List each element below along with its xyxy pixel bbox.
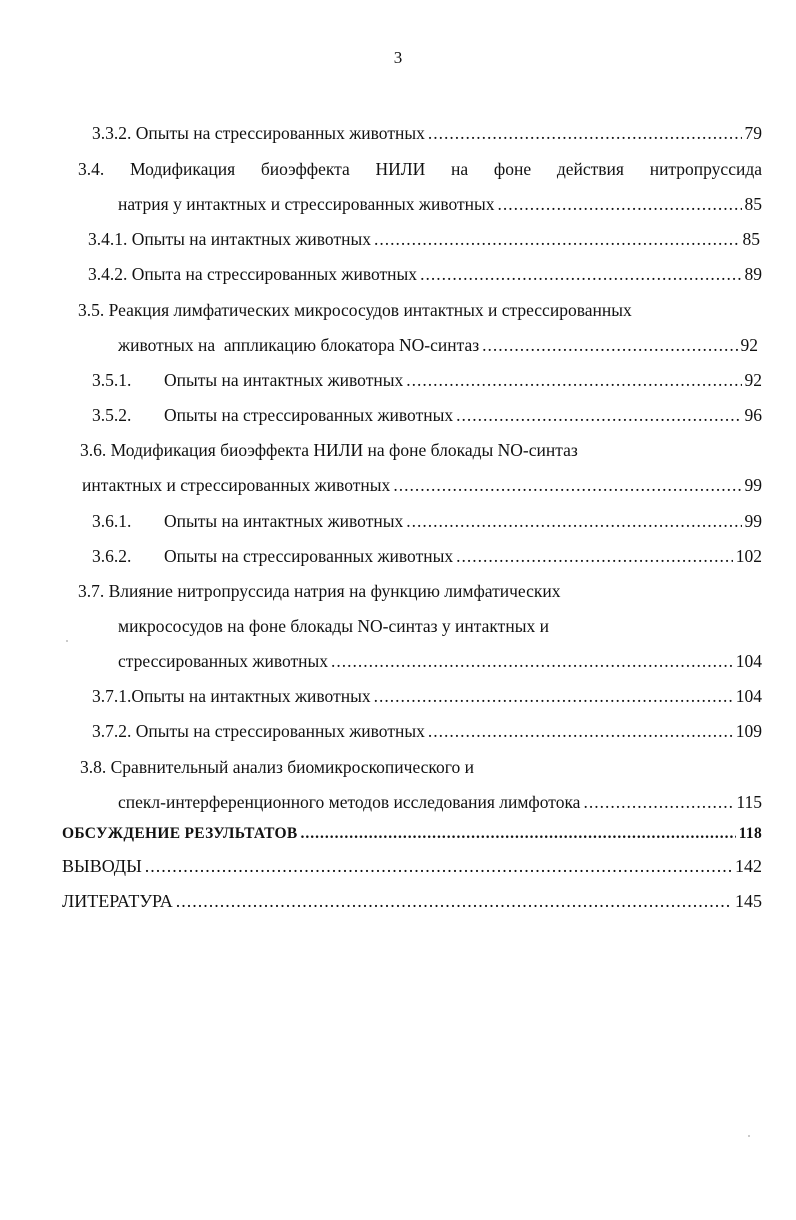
toc-entry-label: 3.7.2. Опыты на стрессированных животных: [92, 721, 425, 741]
toc-page-number: 89: [744, 264, 762, 284]
toc-entry-label: ОБСУЖДЕНИЕ РЕЗУЛЬТАТОВ: [62, 825, 298, 842]
toc-page-number: 115: [736, 792, 762, 812]
toc-entry-label: Опыты на стрессированных животных: [164, 546, 454, 566]
page-number: 3: [393, 48, 403, 67]
toc-leader-dots: [406, 367, 741, 393]
toc-entry-label: микрососудов на фоне блокады NO-синтаз у интактных и: [118, 616, 549, 636]
toc-leader-dots: [498, 191, 742, 217]
toc-leader-dots: [176, 888, 732, 914]
toc-entry-3-7-line2: [118, 613, 762, 639]
toc-page-number: 109: [735, 721, 762, 741]
toc-entry-discussion: [62, 821, 762, 847]
toc-leader-dots: [482, 332, 737, 358]
toc-entry-label: ЛИТЕРАТУРА: [62, 891, 173, 911]
toc-page-number: 104: [735, 686, 762, 706]
toc-entry-literature: [62, 888, 762, 914]
toc-entry-label: 3.8. Сравнительный анализ биомикроскопического и: [80, 757, 475, 777]
toc-entry-number: 3.5.1.: [92, 370, 132, 390]
toc-entry-3-5-line1: [78, 297, 762, 323]
toc-entry-label: Опыты на интактных животных: [164, 511, 404, 531]
toc-leader-dots: [428, 718, 733, 744]
toc-page-number: 92: [740, 335, 758, 355]
toc-leader-dots: [331, 648, 733, 674]
toc-entry-label: натрия у интактных и стрессированных животных: [118, 194, 495, 214]
toc-entry-number: 3.6.2.: [92, 546, 132, 566]
toc-entry-3-4-2: [88, 261, 762, 287]
toc-leader-dots: [374, 226, 740, 252]
toc-entry-label: 3.4.2. Опыта на стрессированных животных: [88, 264, 418, 284]
toc-entry-label: 3.5. Реакция лимфатических микрососудов интактных и стрессированных: [78, 300, 632, 320]
toc-page-number: 104: [735, 651, 762, 671]
toc-leader-dots: [456, 543, 733, 569]
toc-entry-label: ВЫВОДЫ: [62, 856, 142, 876]
scan-speck: [66, 640, 68, 642]
toc-entry-3-6-line2: [82, 472, 762, 498]
toc-leader-dots: [406, 508, 741, 534]
toc-leader-dots: [374, 683, 733, 709]
toc-entry-label: 3.7. Влияние нитропруссида натрия на функцию лимфатических: [78, 581, 561, 601]
toc-page-number: 96: [744, 405, 762, 425]
toc-page-number: 79: [744, 123, 762, 143]
toc-entry-conclusions: [62, 853, 762, 879]
toc-leader-dots: [583, 789, 733, 815]
toc-entry-3-5-line2: [118, 332, 758, 358]
toc-entry-3-4-1: [88, 226, 760, 252]
toc-entry-label: спекл-интерференционного методов исследования лимфотока: [118, 792, 581, 812]
toc-entry-3-6-1: [92, 508, 762, 534]
toc-entry-label: 3.4.1. Опыты на интактных животных: [88, 229, 371, 249]
toc-leader-dots: [393, 472, 741, 498]
toc-entry-3-6-line1: [80, 437, 764, 463]
toc-entry-3-7-2: [92, 718, 762, 744]
toc-entry-3-7-line1: [78, 578, 762, 604]
toc-entry-label: 3.4. Модификация биоэффекта НИЛИ на фоне действия нитропруссида: [78, 159, 762, 179]
toc-entry-3-8-line1: [80, 754, 764, 780]
toc-page-number: 99: [744, 475, 762, 495]
toc-entry-3-8-line2: [118, 789, 762, 815]
toc-entry-label: Опыты на интактных животных: [164, 370, 404, 390]
toc-page-number: 118: [738, 825, 762, 842]
toc-page-number: 145: [735, 891, 762, 911]
toc-leader-dots: [145, 853, 732, 879]
toc-entry-3-3-2: [92, 120, 762, 146]
toc-leader-dots: [420, 261, 741, 287]
toc-leader-dots: [456, 402, 741, 428]
toc-entry-label: животных на аппликацию блокатора NO-синтаз: [118, 335, 480, 355]
toc-entry-number: 3.6.1.: [92, 511, 132, 531]
scan-speck: [748, 1135, 750, 1137]
toc-entry-3-5-2: [92, 402, 762, 428]
toc-page-number: 85: [742, 229, 760, 249]
toc-entry-3-6-2: [92, 543, 762, 569]
toc-entry-label: Опыты на стрессированных животных: [164, 405, 454, 425]
toc-entry-label: 3.6. Модификация биоэффекта НИЛИ на фоне блокады NO-синтаз: [80, 440, 578, 460]
toc-page-number: 92: [744, 370, 762, 390]
toc-entry-number: 3.5.2.: [92, 405, 132, 425]
toc-entry-label: интактных и стрессированных животных: [82, 475, 391, 495]
toc-entry-label: 3.7.1.Опыты на интактных животных: [92, 686, 371, 706]
toc-leader-dots: [301, 821, 736, 847]
toc-entry-label: 3.3.2. Опыты на стрессированных животных: [92, 123, 425, 143]
toc-page-number: 85: [744, 194, 762, 214]
toc-page-number: 102: [735, 546, 762, 566]
toc-entry-3-7-line3: [118, 648, 762, 674]
toc-entry-3-7-1: [92, 683, 762, 709]
toc-leader-dots: [428, 120, 742, 146]
toc-page-number: 142: [735, 856, 762, 876]
toc-entry-label: стрессированных животных: [118, 651, 329, 671]
toc-entry-3-4-line1: [78, 156, 762, 182]
toc-page-number: 99: [744, 511, 762, 531]
toc-entry-3-5-1: [92, 367, 762, 393]
toc-entry-3-4-line2: [118, 191, 762, 217]
